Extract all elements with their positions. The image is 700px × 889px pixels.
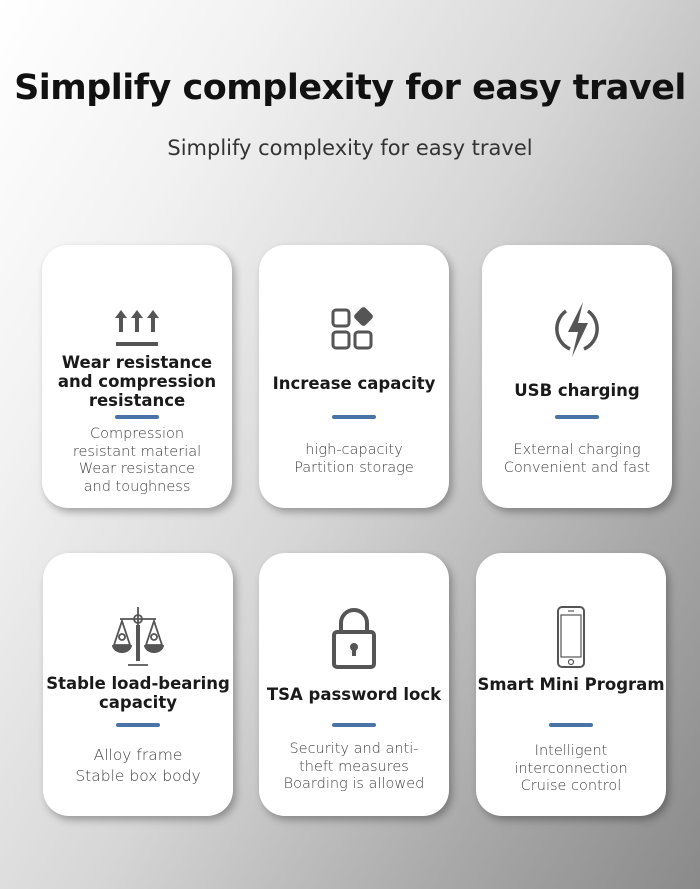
desc-line: interconnection <box>514 760 628 777</box>
accent-divider <box>115 415 159 419</box>
feature-title: Increase capacity <box>272 374 436 393</box>
feature-card-usb-charging <box>482 245 672 508</box>
desc-line: theft measures <box>299 758 409 775</box>
feature-card-capacity <box>259 245 449 508</box>
balance-scale-icon <box>108 605 168 669</box>
desc-line: and toughness <box>83 478 191 495</box>
feature-title: Stable load-bearing capacity <box>46 674 230 712</box>
page-subtitle: Simplify complexity for easy travel <box>167 136 533 160</box>
desc-line: Compression <box>89 426 185 442</box>
feature-description <box>259 741 449 794</box>
desc-line: Alloy frame <box>93 746 183 764</box>
desc-line: Cruise control <box>520 778 622 794</box>
feature-card-wear-resistance <box>42 245 232 508</box>
desc-line: resistant material <box>72 443 202 460</box>
accent-divider <box>332 415 376 419</box>
desc-line: Wear resistance <box>78 461 196 477</box>
desc-line: Stable box body <box>75 767 201 785</box>
desc-line: Intelligent <box>534 743 608 759</box>
feature-description <box>259 442 449 477</box>
feature-card-smart-program <box>476 553 666 816</box>
accent-divider <box>549 723 593 727</box>
accent-divider <box>555 415 599 419</box>
desc-line: Convenient and fast <box>503 459 651 476</box>
feature-title: Wear resistance and compression resistance <box>57 353 217 410</box>
accent-divider <box>332 723 376 727</box>
desc-line: high-capacity <box>305 442 403 458</box>
feature-title: Smart Mini Program <box>477 675 665 694</box>
desc-line: Boarding is allowed <box>283 776 425 792</box>
desc-line: External charging <box>513 442 641 458</box>
feature-description <box>476 743 666 796</box>
smartphone-icon <box>541 605 601 669</box>
feature-card-load-bearing <box>43 553 233 816</box>
feature-title: USB charging <box>514 381 640 400</box>
feature-description <box>482 442 672 477</box>
feature-card-tsa-lock <box>259 553 449 816</box>
lightning-icon <box>547 297 607 361</box>
accent-divider <box>116 723 160 727</box>
desc-line: Security and anti- <box>289 741 419 757</box>
feature-description <box>43 745 233 787</box>
arrows-up-icon <box>107 297 167 361</box>
padlock-icon <box>324 605 384 669</box>
feature-description <box>42 426 232 496</box>
page-title: Simplify complexity for easy travel <box>14 68 686 108</box>
grid-capacity-icon <box>324 297 384 361</box>
desc-line: Partition storage <box>294 459 414 476</box>
feature-title: TSA password lock <box>266 685 442 704</box>
